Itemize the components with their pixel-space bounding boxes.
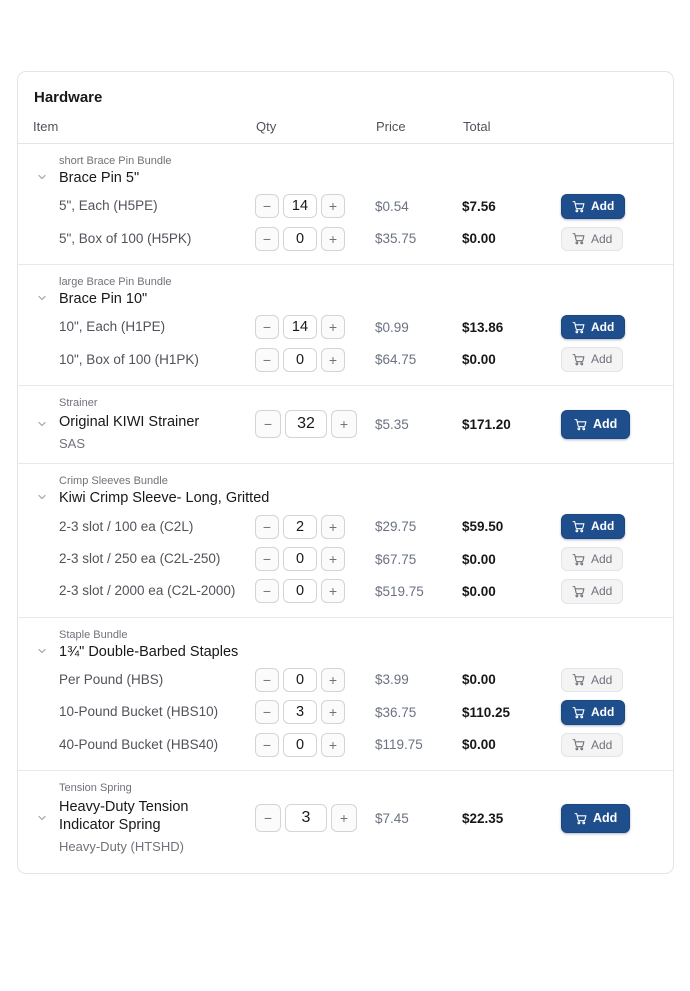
unit-price: $5.35: [375, 416, 409, 432]
line-total: $0.00: [462, 583, 496, 599]
shopping-cart-icon: [574, 418, 587, 431]
group-header: [18, 273, 673, 311]
unit-price: $36.75: [375, 704, 417, 720]
group-text: [59, 276, 172, 308]
group-text: [59, 475, 269, 507]
decrease-qty-button[interactable]: −: [255, 194, 279, 218]
decrease-qty-button[interactable]: −: [255, 348, 279, 372]
increase-qty-button[interactable]: +: [321, 194, 345, 218]
add-to-cart-button[interactable]: [561, 410, 630, 439]
decrease-qty-button[interactable]: −: [255, 700, 279, 724]
add-button-label: Add: [591, 231, 613, 246]
product-cell: [18, 396, 255, 453]
product-group: [18, 144, 673, 264]
chevron-down-icon[interactable]: [36, 418, 48, 430]
qty-stepper: [255, 547, 375, 571]
chevron-down-icon[interactable]: [36, 491, 48, 503]
shopping-cart-icon: [572, 738, 585, 751]
group-title: Kiwi Crimp Sleeve- Long, Gritted: [59, 490, 270, 507]
chevron-down-icon[interactable]: [36, 171, 48, 183]
variant-label: 5", Box of 100 (H5PK): [59, 230, 192, 246]
qty-stepper: [255, 194, 375, 218]
product-group: [18, 770, 673, 867]
add-button-label: Add: [591, 519, 615, 534]
increase-qty-button[interactable]: +: [321, 547, 345, 571]
qty-stepper: [255, 733, 375, 757]
group-title: Original KIWI Strainer: [59, 413, 200, 430]
add-button-label: Add: [591, 199, 615, 214]
product-groups: [18, 144, 673, 867]
shopping-cart-icon: [574, 812, 587, 825]
line-total: $171.20: [462, 416, 511, 432]
shopping-cart-icon: [572, 673, 585, 686]
qty-input[interactable]: [283, 733, 317, 757]
qty-cell: [255, 804, 375, 832]
increase-qty-button[interactable]: +: [321, 515, 345, 539]
add-to-cart-button[interactable]: [561, 547, 623, 571]
add-cell: [561, 804, 657, 833]
group-subtitle: large Brace Pin Bundle: [59, 275, 172, 288]
qty-stepper: [255, 579, 375, 603]
chevron-down-icon[interactable]: [36, 645, 48, 657]
group-subtitle: Strainer: [59, 396, 98, 409]
qty-cell: [255, 315, 375, 339]
line-total: $0.00: [462, 352, 496, 368]
qty-stepper: [255, 348, 375, 372]
shopping-cart-icon: [572, 353, 585, 366]
group-text: [59, 396, 199, 453]
shopping-cart-icon: [572, 706, 585, 719]
add-to-cart-button[interactable]: [561, 315, 625, 339]
qty-stepper: [255, 804, 375, 832]
add-button-label: Add: [591, 705, 615, 720]
qty-input[interactable]: [283, 700, 317, 724]
decrease-qty-button[interactable]: −: [255, 227, 279, 251]
line-total: $13.86: [462, 319, 504, 335]
line-total: $22.35: [462, 810, 504, 826]
qty-cell: [255, 227, 375, 251]
shopping-cart-icon: [572, 585, 585, 598]
decrease-qty-button[interactable]: −: [255, 547, 279, 571]
column-header-qty: Qty: [256, 119, 277, 134]
add-cell: [561, 579, 657, 603]
qty-cell: [255, 700, 375, 724]
group-title: Brace Pin 5": [59, 170, 140, 186]
add-cell: [561, 514, 657, 538]
qty-stepper: [255, 410, 375, 438]
hardware-card: [17, 71, 674, 874]
unit-price: $519.75: [375, 583, 424, 599]
shopping-cart-icon: [572, 321, 585, 334]
decrease-qty-button[interactable]: −: [255, 410, 281, 438]
add-button-label: Add: [591, 551, 613, 566]
line-total: $0.00: [462, 737, 496, 753]
product-row: [18, 779, 673, 858]
add-to-cart-button[interactable]: [561, 514, 625, 538]
increase-qty-button[interactable]: +: [321, 348, 345, 372]
product-cell: [18, 781, 255, 856]
variant-row: [18, 696, 673, 728]
group-title: 1¾" Double-Barbed Staples: [59, 643, 239, 660]
group-subtitle: short Brace Pin Bundle: [59, 155, 172, 167]
add-to-cart-button[interactable]: [561, 733, 623, 757]
increase-qty-button[interactable]: +: [321, 733, 345, 757]
add-to-cart-button[interactable]: [561, 227, 623, 251]
increase-qty-button[interactable]: +: [321, 315, 345, 339]
add-to-cart-button[interactable]: [561, 668, 623, 692]
increase-qty-button[interactable]: +: [321, 227, 345, 251]
unit-price: $0.99: [375, 319, 409, 335]
add-button-label: Add: [591, 352, 613, 367]
increase-qty-button[interactable]: +: [321, 579, 345, 603]
add-to-cart-button[interactable]: [561, 347, 623, 371]
group-title: Brace Pin 10": [59, 290, 148, 307]
add-cell: [561, 668, 657, 692]
add-to-cart-button[interactable]: [561, 804, 630, 833]
product-group: [18, 617, 673, 770]
group-text: [59, 781, 241, 856]
decrease-qty-button[interactable]: −: [255, 315, 279, 339]
variant-row: [18, 575, 673, 607]
group-title: Heavy-Duty Tension Indicator Spring: [59, 798, 189, 833]
qty-input[interactable]: [283, 315, 317, 339]
chevron-down-icon[interactable]: [36, 292, 48, 304]
qty-stepper: [255, 227, 375, 251]
variant-row: [18, 510, 673, 542]
increase-qty-button[interactable]: +: [331, 804, 357, 832]
variant-label: Per Pound (HBS): [59, 671, 164, 687]
qty-stepper: [255, 700, 375, 724]
variant-label: 2-3 slot / 2000 ea (C2L-2000): [59, 583, 236, 599]
qty-cell: [255, 515, 375, 539]
shopping-cart-icon: [572, 232, 585, 245]
add-cell: [561, 347, 657, 371]
group-header: [18, 472, 673, 510]
qty-stepper: [255, 515, 375, 539]
qty-cell: [255, 547, 375, 571]
group-variant: SAS: [59, 435, 86, 451]
variant-row: [18, 664, 673, 696]
unit-price: $119.75: [375, 737, 423, 753]
qty-input[interactable]: [283, 579, 317, 603]
add-to-cart-button[interactable]: [561, 700, 625, 724]
group-subtitle: Crimp Sleeves Bundle: [59, 475, 168, 488]
line-total: $110.25: [462, 704, 511, 720]
add-cell: [561, 733, 657, 757]
variant-label: 2-3 slot / 100 ea (C2L): [59, 518, 194, 534]
add-button-label: Add: [591, 737, 613, 752]
line-total: $0.00: [462, 672, 496, 688]
qty-input[interactable]: [285, 410, 327, 438]
line-total: $0.00: [462, 231, 496, 247]
group-header: [18, 626, 673, 664]
decrease-qty-button[interactable]: −: [255, 515, 279, 539]
qty-stepper: [255, 668, 375, 692]
group-header: [18, 152, 673, 190]
decrease-qty-button[interactable]: −: [255, 733, 279, 757]
increase-qty-button[interactable]: +: [321, 668, 345, 692]
add-button-label: Add: [591, 672, 613, 687]
group-variant: Heavy-Duty (HTSHD): [59, 839, 184, 855]
add-cell: [561, 315, 657, 339]
add-button-label: Add: [593, 416, 618, 431]
increase-qty-button[interactable]: +: [331, 410, 357, 438]
variant-label: 40-Pound Bucket (HBS40): [59, 736, 219, 752]
add-to-cart-button[interactable]: [561, 579, 623, 603]
shopping-cart-icon: [572, 553, 585, 566]
qty-cell: [255, 579, 375, 603]
add-cell: [561, 547, 657, 571]
unit-price: $67.75: [375, 551, 417, 567]
decrease-qty-button[interactable]: −: [255, 668, 279, 692]
unit-price: $35.75: [375, 231, 417, 247]
variant-label: 5", Each (H5PE): [59, 198, 158, 214]
unit-price: $29.75: [375, 519, 417, 535]
product-group: [18, 385, 673, 464]
qty-input[interactable]: [283, 227, 317, 251]
variant-row: [18, 223, 673, 255]
shopping-cart-icon: [572, 200, 585, 213]
variant-row: [18, 543, 673, 575]
variant-row: [18, 311, 673, 343]
add-cell: [561, 410, 657, 439]
variant-label: 2-3 slot / 250 ea (C2L-250): [59, 550, 221, 566]
column-header-item: Item: [33, 119, 59, 134]
group-subtitle: Staple Bundle: [59, 628, 128, 641]
product-group: [18, 264, 673, 385]
group-text: [59, 629, 238, 661]
variant-row: [18, 190, 673, 222]
qty-input[interactable]: [283, 194, 317, 218]
variant-label: 10-Pound Bucket (HBS10): [59, 704, 219, 720]
add-cell: [561, 194, 657, 218]
add-button-label: Add: [591, 584, 613, 599]
table-header: [18, 106, 673, 144]
qty-stepper: [255, 315, 375, 339]
unit-price: $7.45: [375, 810, 409, 826]
qty-cell: [255, 733, 375, 757]
column-header-total: Total: [463, 119, 491, 134]
add-button-label: Add: [591, 320, 615, 335]
variant-label: 10", Each (H1PE): [59, 319, 166, 335]
line-total: $7.56: [462, 198, 496, 214]
line-total: $0.00: [462, 551, 496, 567]
qty-input[interactable]: [283, 348, 317, 372]
add-cell: [561, 227, 657, 251]
unit-price: $0.54: [375, 198, 409, 214]
qty-input[interactable]: [285, 804, 327, 832]
qty-cell: [255, 348, 375, 372]
line-total: $59.50: [462, 519, 504, 535]
qty-input[interactable]: [283, 668, 317, 692]
qty-cell: [255, 410, 375, 438]
page-title: Hardware: [34, 89, 103, 106]
qty-cell: [255, 194, 375, 218]
unit-price: $3.99: [375, 672, 409, 688]
qty-cell: [255, 668, 375, 692]
add-to-cart-button[interactable]: [561, 194, 625, 218]
product-row: [18, 394, 673, 455]
qty-input[interactable]: [283, 515, 317, 539]
chevron-down-icon[interactable]: [36, 812, 48, 824]
product-group: [18, 463, 673, 616]
shopping-cart-icon: [572, 520, 585, 533]
decrease-qty-button[interactable]: −: [255, 579, 279, 603]
increase-qty-button[interactable]: +: [321, 700, 345, 724]
add-cell: [561, 700, 657, 724]
add-button-label: Add: [593, 810, 618, 825]
group-subtitle: Tension Spring: [59, 781, 132, 794]
variant-row: [18, 729, 673, 761]
group-text: [59, 155, 172, 187]
unit-price: $64.75: [375, 352, 417, 368]
variant-row: [18, 343, 673, 375]
decrease-qty-button[interactable]: −: [255, 804, 281, 832]
qty-input[interactable]: [283, 547, 317, 571]
column-header-price: Price: [376, 119, 406, 134]
variant-label: 10", Box of 100 (H1PK): [59, 351, 199, 367]
